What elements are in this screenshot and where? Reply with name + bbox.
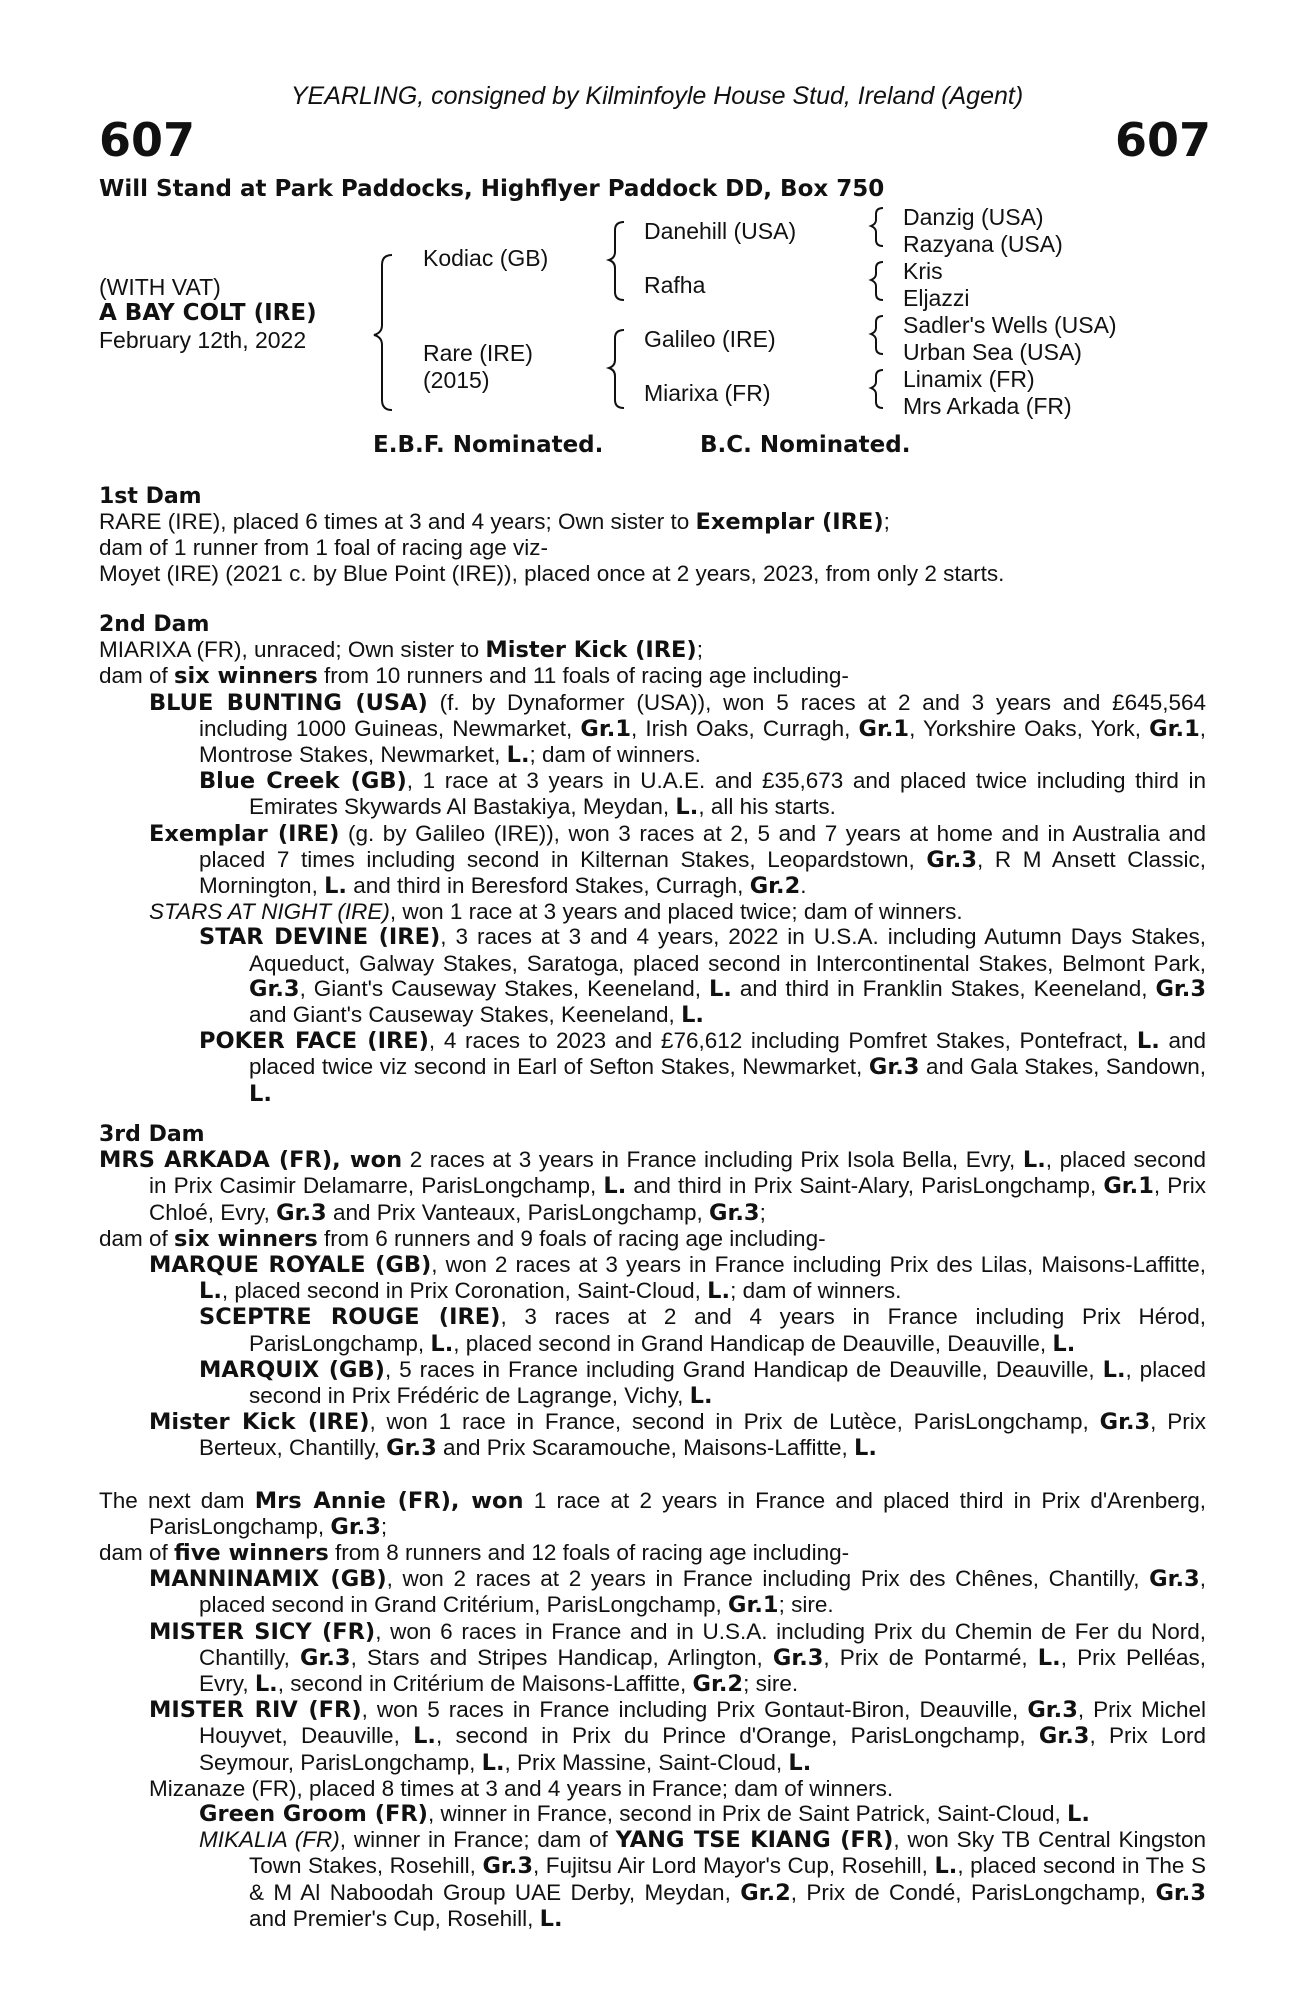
listed: L. <box>708 975 732 1002</box>
third-dam-produce-intro <box>99 1226 1206 1252</box>
gen3-6: Urban Sea (USA) <box>903 339 1082 365</box>
listed: L. <box>481 1749 505 1776</box>
text: ; <box>759 1199 766 1225</box>
text: MIARIXA (FR), unraced; Own sister to <box>99 637 486 663</box>
horse-name: Mister Kick (IRE) <box>485 637 697 664</box>
text: , placed second in The S & M Al Naboodah Group UAE Derby, Meydan, <box>249 1853 1206 1905</box>
text: 1 race at 2 years in France and placed third in Prix d'Arenberg, ParisLongchamp, <box>149 1487 1206 1539</box>
text: , Prix Berteux, Chantilly, <box>199 1409 1206 1461</box>
sire-dam: Rafha <box>644 272 706 298</box>
text: , won 1 race in France, second in Prix de Lutèce, ParisLongchamp, <box>369 1409 1100 1435</box>
entry-poker-face <box>199 1028 1206 1107</box>
text: , Irish Oaks, Curragh, <box>630 715 859 741</box>
text: , Prix Lord Seymour, ParisLongchamp, <box>199 1723 1206 1775</box>
next-dam-line <box>99 1488 1206 1540</box>
listed: L. <box>1136 1028 1160 1055</box>
lot-number-right: 607 <box>1114 113 1211 167</box>
grade: Gr.2 <box>749 873 801 900</box>
text: 2 races at 3 years in France including Prix Isola Bella, Evry, <box>402 1147 1023 1173</box>
listed: L. <box>675 794 699 821</box>
text: , second in Prix du Prince d'Orange, ParisLongchamp, <box>435 1723 1039 1749</box>
text: ; <box>883 509 890 535</box>
text: RARE (IRE), placed 6 times at 3 and 4 years; Own sister to <box>99 509 696 535</box>
listed: L. <box>854 1435 877 1462</box>
horse-name: Exemplar (IRE) <box>149 820 340 847</box>
grade: Gr.1 <box>580 715 631 742</box>
grade: Gr.1 <box>1103 1173 1154 1200</box>
text: and Prix Scaramouche, Maisons-Laffitte, <box>436 1435 855 1461</box>
grade: Gr.3 <box>1038 1723 1090 1750</box>
text: and placed twice viz second in Earl of Sefton Stakes, Newmarket, <box>249 1028 1206 1080</box>
horse-name: Mrs Annie (FR) <box>254 1487 451 1514</box>
dam-dam: Miarixa (FR) <box>644 380 771 406</box>
grade: Gr.3 <box>772 1644 824 1671</box>
text: and third in Beresford Stakes, Curragh, <box>346 873 750 899</box>
listed: L. <box>430 1330 454 1357</box>
grade: Gr.3 <box>249 975 300 1002</box>
text: dam of <box>99 1540 175 1566</box>
text: , Prix Michel Houyvet, Deauville, <box>199 1697 1206 1749</box>
listed: L. <box>1102 1356 1126 1383</box>
text: , Prix de Condé, ParisLongchamp, <box>790 1879 1156 1905</box>
horse-name: A BAY COLT (IRE) <box>99 300 317 326</box>
ebf-nomination: E.B.F. Nominated. <box>373 432 604 458</box>
grade: Gr.1 <box>858 715 910 742</box>
second-dam-section <box>99 612 1206 1107</box>
dam-sire: Galileo (IRE) <box>644 326 776 352</box>
horse-name: STAR DEVINE (IRE) <box>199 924 441 951</box>
listed: L. <box>413 1723 436 1750</box>
first-dam-line <box>99 509 1206 535</box>
produce-moyet: Moyet (IRE) (2021 c. by Blue Point (IRE)), placed once at 2 years, 2023, from only 2 starts. <box>99 560 1005 586</box>
horse-name: MISTER RIV (FR) <box>149 1697 362 1724</box>
third-dam-heading: 3rd Dam <box>99 1122 205 1147</box>
text: , won 5 races in France including Prix Gontaut-Biron, Deauville, <box>361 1697 1028 1723</box>
gen3-2: Razyana (USA) <box>903 231 1063 257</box>
entry-exemplar <box>149 821 1206 900</box>
text: and third in Franklin Stakes, Keeneland, <box>731 975 1156 1001</box>
listed: L. <box>1052 1330 1076 1357</box>
text: , placed second in Prix Frédéric de Lagrange, Vichy, <box>249 1356 1206 1409</box>
gen3-3: Kris <box>903 258 943 284</box>
entry-green-groom <box>199 1801 1206 1827</box>
listed: L. <box>681 1002 704 1029</box>
next-dam-produce-intro <box>99 1540 1206 1566</box>
gen3-1: Danzig (USA) <box>903 204 1044 230</box>
entry-blue-bunting <box>149 690 1206 769</box>
text: and Prix Vanteaux, ParisLongchamp, <box>326 1199 709 1225</box>
listed: L. <box>1067 1801 1090 1828</box>
text: , all his starts. <box>698 794 836 820</box>
text: from 6 runners and 9 foals of racing age including- <box>317 1225 826 1251</box>
listed: L. <box>1022 1147 1046 1174</box>
text: . <box>800 873 807 899</box>
winners-count: six winners <box>174 663 318 690</box>
entry-mizanaze: Mizanaze (FR), placed 8 times at 3 and 4 years in France; dam of winners. <box>149 1775 894 1801</box>
listed: L. <box>1037 1644 1061 1671</box>
entry-mister-sicy <box>149 1619 1206 1698</box>
grade: Gr.3 <box>1099 1409 1151 1436</box>
grade: Gr.3 <box>926 846 977 873</box>
horse-name: MARQUE ROYALE (GB) <box>149 1252 432 1279</box>
listed: L. <box>249 1080 272 1107</box>
won-label: , won <box>332 1147 403 1174</box>
horse-name: MRS ARKADA (FR) <box>99 1147 333 1174</box>
grade: Gr.3 <box>1155 1879 1207 1906</box>
gen3-4: Eljazzi <box>903 285 970 311</box>
text: , 3 races at 2 and 4 years in France including Prix Hérod, ParisLongchamp, <box>249 1304 1206 1356</box>
second-dam-produce-intro <box>99 663 1206 689</box>
text: , won Sky TB Central Kingston Town Stakes, Rosehill, <box>249 1827 1206 1879</box>
horse-name: MANNINAMIX (GB) <box>149 1566 387 1593</box>
text: , won 1 race at 3 years and placed twice; dam of winners. <box>389 899 963 925</box>
horse-name: STARS AT NIGHT (IRE) <box>149 899 390 925</box>
entry-marquix <box>199 1357 1206 1409</box>
text: dam of <box>99 663 175 689</box>
text: , Prix Massine, Saint-Cloud, <box>504 1749 789 1775</box>
text: ; dam of winners. <box>529 742 701 768</box>
text: , 1 race at 3 years in U.A.E. and £35,673 and placed twice including third in Emirates Skywards Al Bastakiya, Meydan, <box>249 768 1206 820</box>
grade: Gr.3 <box>709 1199 760 1226</box>
text: , Montrose Stakes, Newmarket, <box>199 715 1206 768</box>
text: , placed second in Grand Handicap de Deauville, Deauville, <box>453 1330 1053 1356</box>
text: , winner in France, second in Prix de Saint Patrick, Saint-Cloud, <box>427 1801 1068 1827</box>
text: dam of <box>99 1225 175 1251</box>
entry-star-devine <box>199 924 1206 1028</box>
horse-name: MARQUIX (GB) <box>199 1356 385 1383</box>
listed: L. <box>506 742 530 769</box>
text: ; <box>380 1513 388 1539</box>
grade: Gr.3 <box>868 1054 920 1081</box>
grade: Gr.3 <box>1155 975 1206 1002</box>
first-dam-heading: 1st Dam <box>99 484 202 509</box>
listed: L. <box>689 1383 713 1410</box>
entry-mister-kick <box>149 1409 1206 1461</box>
first-dam-produce-intro: dam of 1 runner from 1 foal of racing age viz- <box>99 535 548 561</box>
horse-name: Mister Kick (IRE) <box>149 1409 370 1436</box>
gen3-7: Linamix (FR) <box>903 366 1035 392</box>
won-label: , won <box>450 1487 524 1514</box>
third-dam-line <box>99 1147 1206 1226</box>
text: , placed second in Prix Coronation, Saint-Cloud, <box>221 1278 708 1304</box>
text: ; dam of winners. <box>730 1278 902 1304</box>
second-dam-line <box>99 637 1206 663</box>
entry-mikalia <box>199 1827 1206 1932</box>
grade: Gr.3 <box>1027 1697 1078 1724</box>
text: (g. by Galileo (IRE)), won 3 races at 2, 5 and 7 years at home and in Australia and placed 7 times including second in Kilternan Stakes, Leopardstown, <box>199 820 1206 872</box>
grade: Gr.1 <box>728 1592 779 1619</box>
bc-nomination: B.C. Nominated. <box>700 432 911 458</box>
grade: Gr.3 <box>330 1513 381 1540</box>
listed: L. <box>254 1671 278 1698</box>
sire-sire: Danehill (USA) <box>644 218 797 244</box>
winners-count: five winners <box>174 1540 329 1567</box>
consignment-line: YEARLING, consigned by Kilminfoyle House Stud, Ireland (Agent) <box>290 82 1024 110</box>
gen3-5: Sadler's Wells (USA) <box>903 312 1117 338</box>
text: , placed second in Prix Casimir Delamarre, ParisLongchamp, <box>149 1147 1206 1199</box>
text: , won 2 races at 3 years in France including Prix des Lilas, Maisons-Laffitte, <box>431 1252 1206 1278</box>
horse-dob: February 12th, 2022 <box>99 327 307 353</box>
horse-name: YANG TSE KIANG (FR) <box>615 1827 894 1854</box>
horse-name: BLUE BUNTING (USA) <box>149 689 428 716</box>
spacer <box>99 1462 1206 1488</box>
entry-manninamix <box>149 1566 1206 1618</box>
horse-name: Blue Creek (GB) <box>199 768 407 795</box>
horse-name: MISTER SICY (FR) <box>149 1618 376 1645</box>
text: , Stars and Stripes Handicap, Arlington, <box>350 1644 773 1670</box>
gen3-8: Mrs Arkada (FR) <box>903 393 1072 419</box>
text: , 4 races to 2023 and £76,612 including Pomfret Stakes, Pontefract, <box>428 1028 1137 1054</box>
listed: L. <box>199 1278 222 1305</box>
winners-count: six winners <box>174 1225 318 1252</box>
third-dam-section <box>99 1122 1206 1932</box>
text: , Giant's Causeway Stakes, Keeneland, <box>299 975 709 1001</box>
text: and Giant's Causeway Stakes, Keeneland, <box>249 1002 682 1028</box>
grade: Gr.3 <box>1149 1566 1200 1593</box>
text: , Prix Chloé, Evry, <box>149 1173 1206 1225</box>
text: and Premier's Cup, Rosehill, <box>249 1905 540 1931</box>
horse-name: Exemplar (IRE) <box>695 509 884 536</box>
listed: L. <box>707 1278 731 1305</box>
vat-note: (WITH VAT) <box>99 274 221 300</box>
dam-year: (2015) <box>423 367 490 393</box>
grade: Gr.1 <box>1149 715 1200 742</box>
text: , Prix de Pontarmé, <box>823 1644 1038 1670</box>
sire: Kodiac (GB) <box>423 245 549 271</box>
text: , placed second in Grand Critérium, ParisLongchamp, <box>199 1566 1206 1618</box>
grade: Gr.3 <box>386 1435 437 1462</box>
text: , Prix Pelléas, Evry, <box>199 1644 1207 1697</box>
listed: L. <box>788 1749 812 1776</box>
text: , Yorkshire Oaks, York, <box>909 715 1150 741</box>
text: , won 6 races in France and in U.S.A. including Prix du Chemin de Fer du Nord, Chantilly, <box>199 1618 1206 1670</box>
lot-number-left: 607 <box>99 113 196 167</box>
text: , Fujitsu Air Lord Mayor's Cup, Rosehill, <box>533 1853 935 1879</box>
grade: Gr.3 <box>300 1644 351 1671</box>
text: The next dam <box>99 1487 255 1513</box>
grade: Gr.2 <box>740 1879 791 1906</box>
listed: L. <box>539 1905 563 1932</box>
text: from 8 runners and 12 foals of racing age including- <box>328 1540 850 1566</box>
grade: Gr.3 <box>276 1199 327 1226</box>
horse-name: MIKALIA (FR) <box>199 1827 340 1853</box>
text: and third in Prix Saint-Alary, ParisLongchamp, <box>626 1173 1104 1199</box>
entry-stars-at-night <box>149 899 1206 924</box>
text: ; <box>696 637 703 663</box>
entry-blue-creek <box>199 768 1206 820</box>
text: , 5 races in France including Grand Handicap de Deauville, Deauville, <box>384 1356 1103 1382</box>
first-dam-section <box>99 484 1206 586</box>
grade: Gr.2 <box>692 1671 744 1698</box>
text: , won 2 races at 2 years in France including Prix des Chênes, Chantilly, <box>386 1566 1150 1592</box>
text: from 10 runners and 11 foals of racing age including- <box>317 663 849 689</box>
text: ; sire. <box>743 1671 799 1697</box>
text: , 3 races at 3 and 4 years, 2022 in U.S.A. including Autumn Days Stakes, Aqueduct, Galway Stakes, Saratoga, placed second in Intercontinental Stakes, Belmont Park, <box>249 924 1206 976</box>
text: and Gala Stakes, Sandown, <box>919 1054 1207 1080</box>
horse-name: POKER FACE (IRE) <box>199 1028 429 1055</box>
text: (f. by Dynaformer (USA)), won 5 races at 2 and 3 years and £645,564 including 1000 Guineas, Newmarket, <box>199 689 1206 741</box>
second-dam-heading: 2nd Dam <box>99 612 210 637</box>
entry-marque-royale <box>149 1252 1206 1304</box>
listed: L. <box>324 873 347 900</box>
grade: Gr.3 <box>482 1853 534 1880</box>
horse-name: SCEPTRE ROUGE (IRE) <box>199 1304 501 1331</box>
entry-sceptre-rouge <box>199 1304 1206 1356</box>
text: ; sire. <box>778 1592 834 1618</box>
listed: L. <box>603 1173 627 1200</box>
pedigree-braces <box>0 0 1314 450</box>
text: , R M Ansett Classic, Mornington, <box>199 846 1206 899</box>
entry-mister-riv <box>149 1697 1206 1776</box>
stand-location: Will Stand at Park Paddocks, Highflyer Paddock DD, Box 750 <box>99 176 885 202</box>
text: , winner in France; dam of <box>339 1827 616 1853</box>
text: , second in Critérium de Maisons-Laffitte, <box>277 1671 693 1697</box>
horse-name: Green Groom (FR) <box>199 1801 428 1828</box>
dam: Rare (IRE) <box>423 340 533 366</box>
listed: L. <box>934 1853 958 1880</box>
